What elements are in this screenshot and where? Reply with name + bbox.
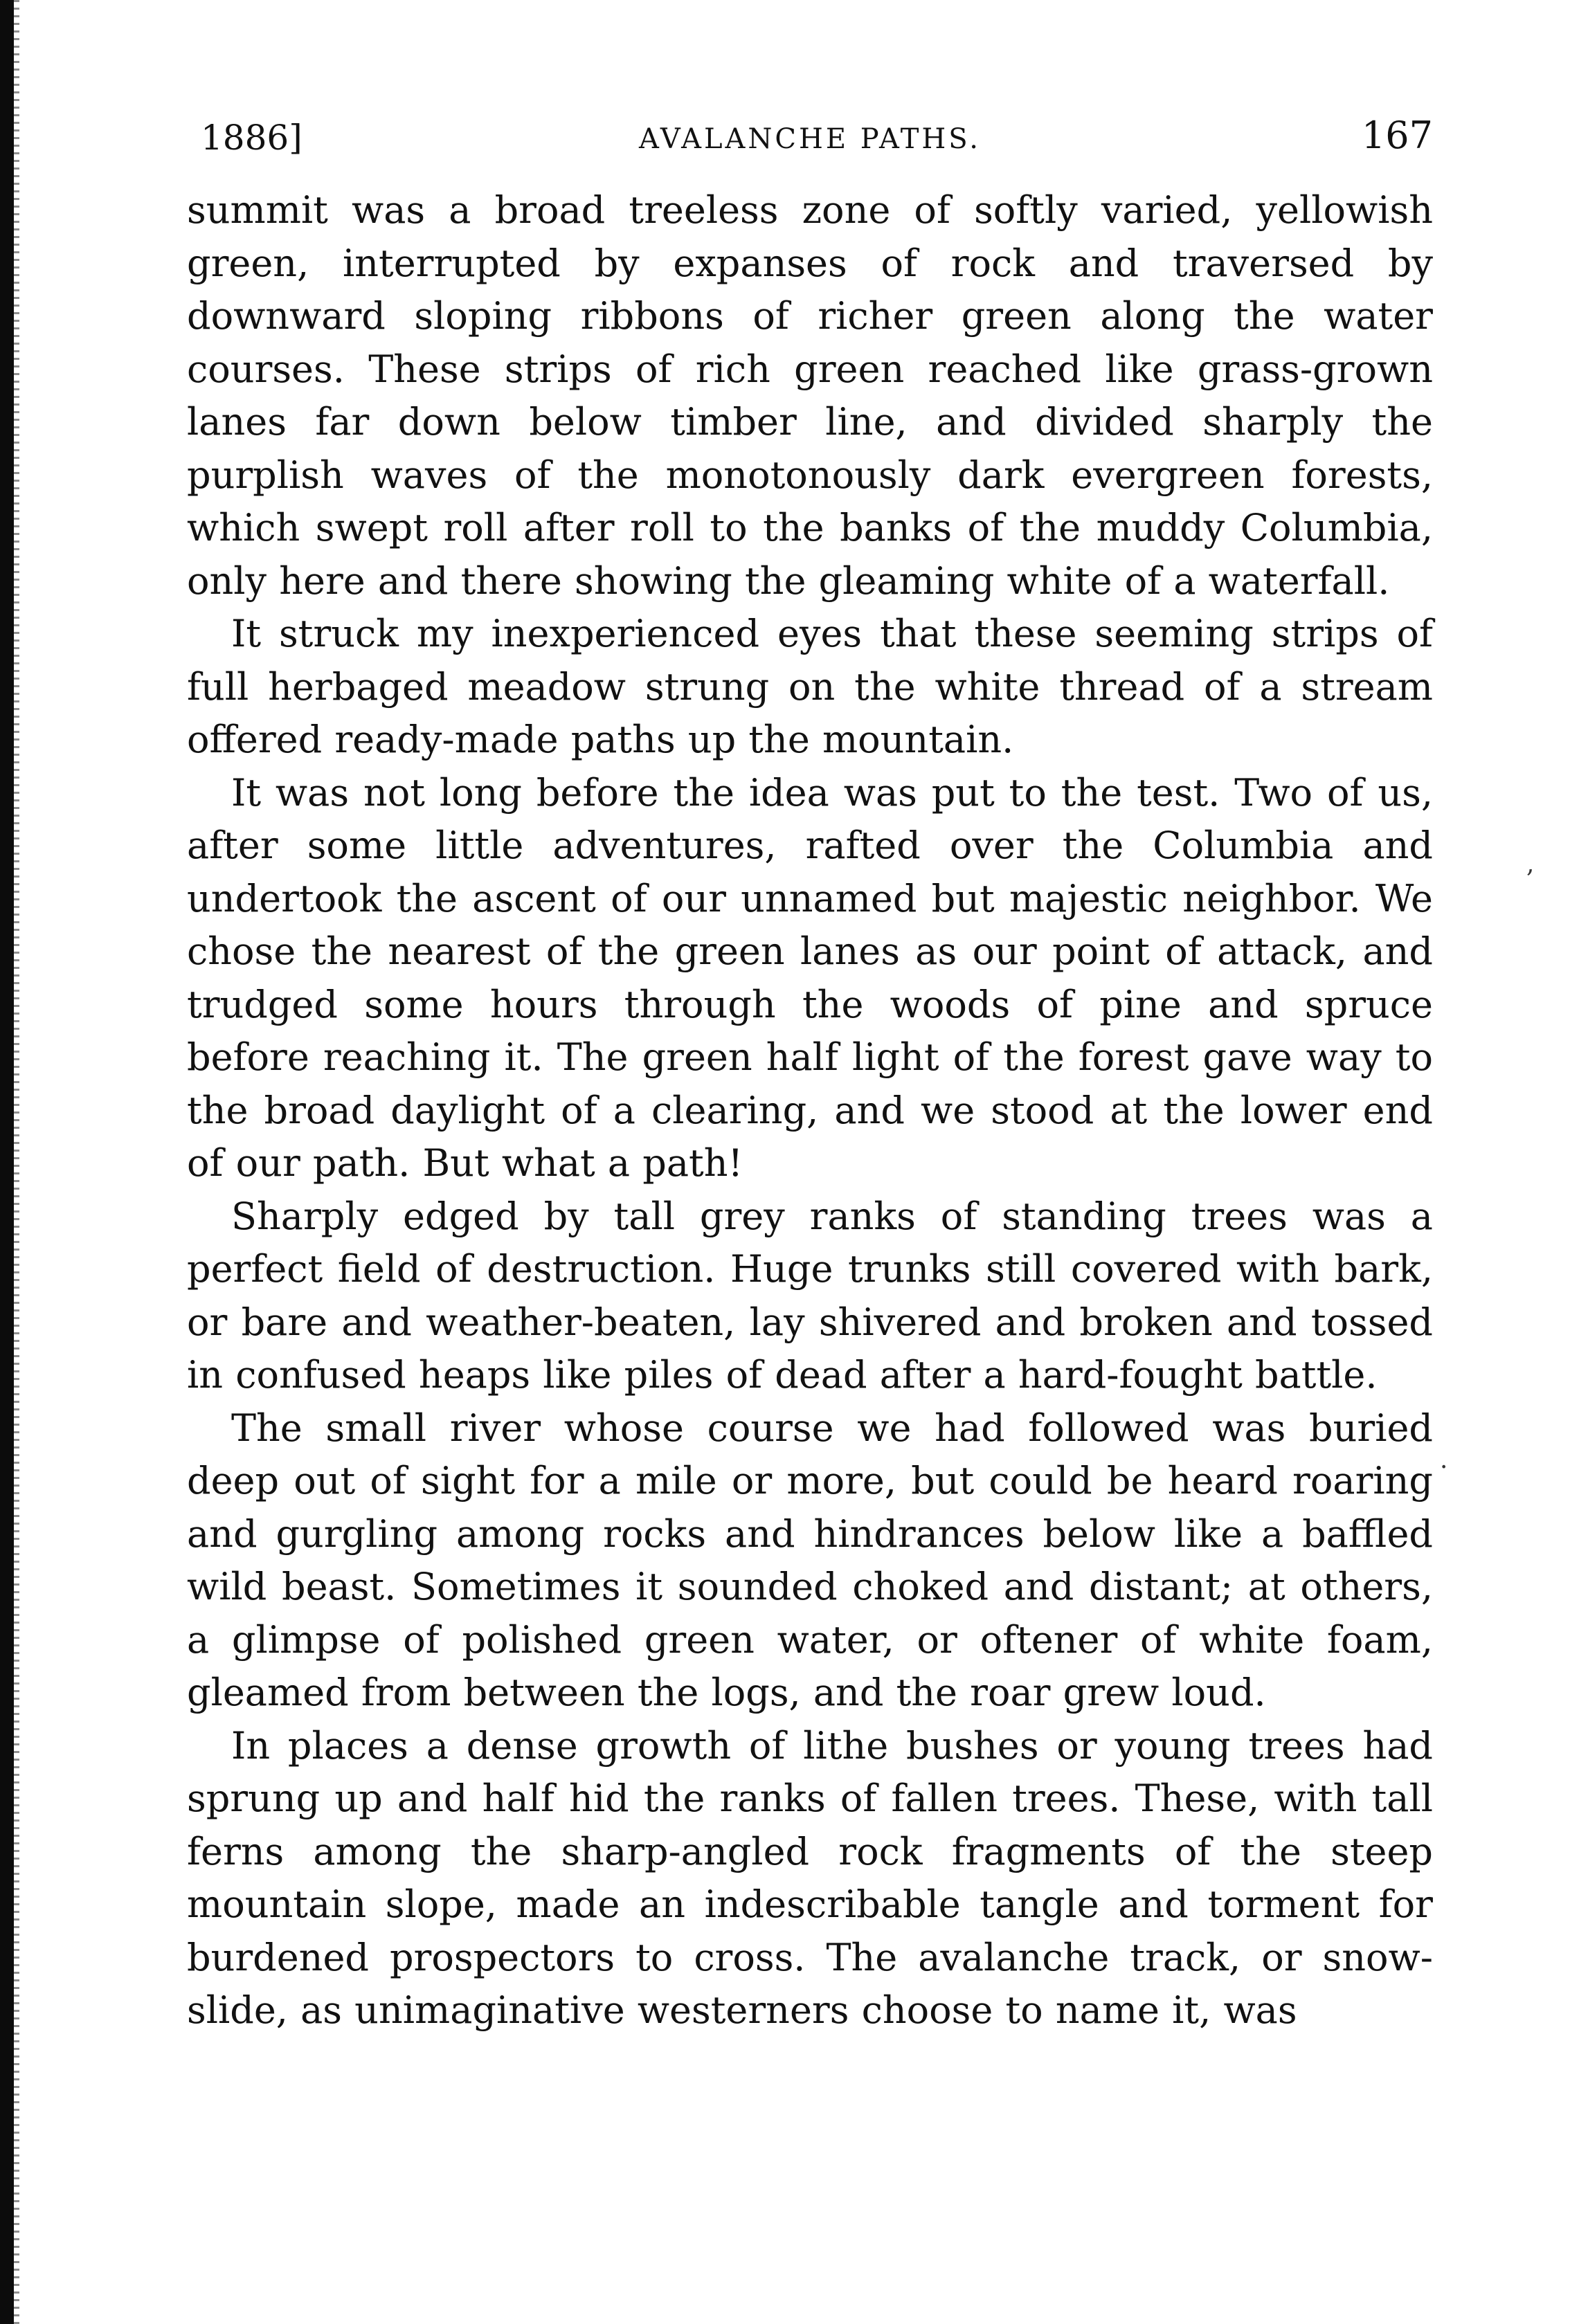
- paragraph: It struck my inexperienced eyes that these seeming strips of full herbaged meadow strung on the white thread of a stream offered ready-made paths up the mountain.: [187, 612, 1433, 761]
- spine-shadow: [14, 0, 19, 2324]
- running-head: [187, 104, 1433, 166]
- paragraph: The small river whose course we had followed was buried deep out of sight for a mile or more, but could be heard roaring and gurgling among rocks and hindrances below like a baffled wild beast. Sometimes it sounded choked and distant; at others, a glimpse of polished green water, or oftener of white foam, gleamed from between the logs, and the roar grew loud.: [187, 1406, 1433, 1714]
- paragraph: In places a dense growth of lithe bushes or young trees had sprung up and half hid the ranks of fallen trees. These, with tall ferns among the sharp-angled rock fragments of the steep mountain slope, made an indescribable tangle and torment for burdened prospectors to cross. The avalanche track, or snow-slide, as unimaginative westerners choose to name it, was: [187, 1723, 1433, 2032]
- book-spine-edge: [0, 0, 14, 2324]
- paragraph: Sharply edged by tall grey ranks of standing trees was a perfect field of destruction. Huge trunks still covered with bark, or bare and weather-beaten, lay shivered and broken and tossed in confused heaps like piles of dead after a hard-fought battle.: [187, 1194, 1433, 1397]
- body-text: [187, 184, 1433, 2037]
- book-page: [187, 104, 1433, 2037]
- stray-mark: ·: [1440, 1453, 1448, 1482]
- paragraph: summit was a broad treeless zone of softly varied, yellowish green, interrupted by expanses of rock and traversed by downward sloping ribbons of richer green along the water courses. These strips of rich green reached like grass-grown lanes far down below timber line, and divided sharply the purplish waves of the monotonously dark evergreen forests, which swept roll after roll to the banks of the muddy Columbia, only here and there showing the gleaming white of a waterfall.: [187, 188, 1433, 603]
- stray-mark: ,: [1526, 850, 1535, 878]
- header-year: 1886]: [201, 118, 303, 158]
- page-number: 167: [1361, 114, 1433, 157]
- paragraph: It was not long before the idea was put to the test. Two of us, after some little adventures, rafted over the Columbia and undertook the ascent of our unnamed but majestic neighbor. We chose the nearest of the green lanes as our point of attack, and trudged some hours through the woods of pine and spruce before reaching it. The green half light of the forest gave way to the broad daylight of a clearing, and we stood at the lower end of our path. But what a path!: [187, 770, 1433, 1185]
- chapter-title: AVALANCHE PATHS.: [639, 123, 981, 155]
